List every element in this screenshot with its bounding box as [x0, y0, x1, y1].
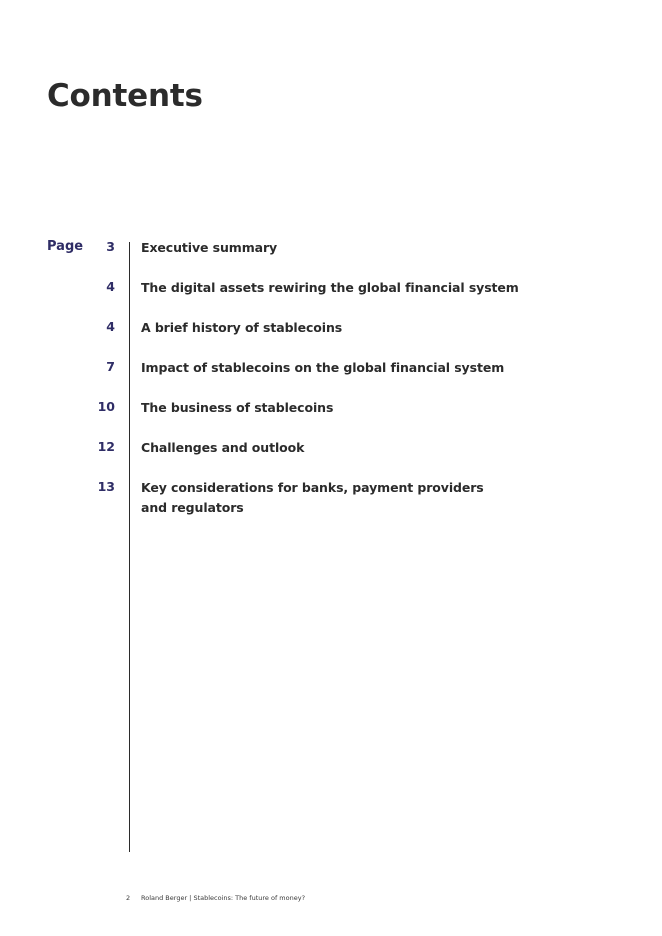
toc-entry-title: Executive summary	[141, 240, 278, 255]
toc-page-number: 4	[106, 279, 115, 294]
toc-page-number: 3	[106, 239, 115, 254]
footer-page-number: 2	[126, 894, 131, 902]
toc-entry-title: Impact of stablecoins on the global financial system	[141, 360, 505, 375]
page-footer	[126, 893, 305, 903]
page-title: Contents	[47, 78, 203, 114]
toc-page-number: 10	[97, 399, 115, 414]
toc-entry[interactable]	[0, 438, 662, 458]
toc-entry[interactable]	[0, 318, 662, 338]
toc-entry-title: A brief history of stablecoins	[141, 320, 343, 335]
toc-page-number: 7	[106, 359, 115, 374]
toc-entry-title: The business of stablecoins	[141, 400, 334, 415]
toc-entry-title: Key considerations for banks, payment providers and regulators	[141, 480, 484, 515]
toc-page-number: 4	[106, 319, 115, 334]
page-column-label: Page	[47, 239, 84, 254]
toc-entry-title: The digital assets rewiring the global financial system	[141, 280, 519, 295]
toc-page-number: 13	[97, 479, 115, 494]
toc-entry[interactable]	[0, 358, 662, 378]
toc-entry[interactable]	[0, 478, 662, 518]
toc-entry[interactable]	[0, 398, 662, 418]
toc-entry[interactable]	[0, 238, 662, 258]
toc-page-number: 12	[97, 439, 115, 454]
toc-entry-title: Challenges and outlook	[141, 440, 305, 455]
footer-text: Roland Berger | Stablecoins: The future of money?	[141, 894, 306, 902]
toc-entry[interactable]	[0, 278, 662, 298]
